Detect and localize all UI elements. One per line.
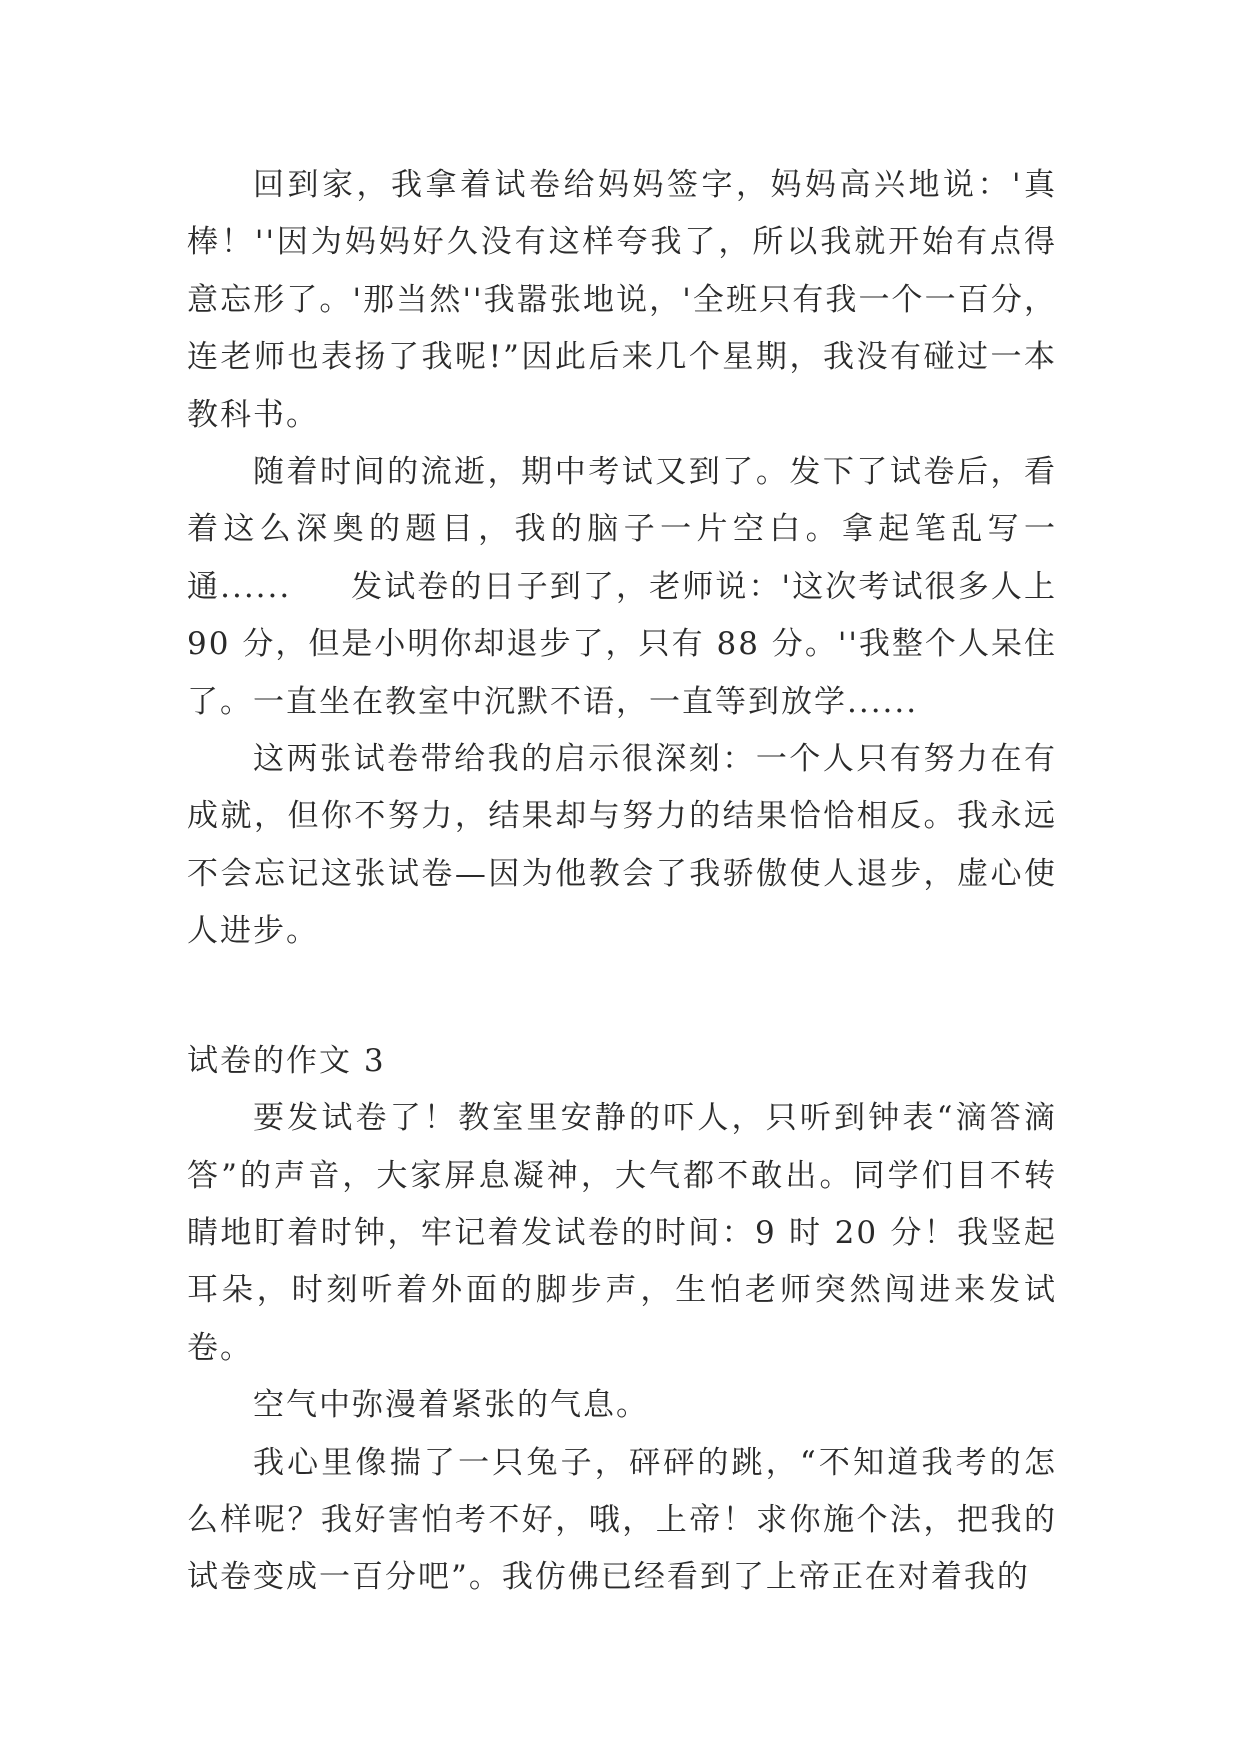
section-spacer <box>187 961 1057 1033</box>
paragraph-heartbeat: 我心里像揣了一只兔子，砰砰的跳，“不知道我考的怎么样呢？我好害怕考不好，哦，上帝！求你施个法，把我的试卷变成一百分吧”。我仿佛已经看到了上帝正在对着我的 <box>187 1444 1057 1596</box>
paragraph-waiting: 要发试卷了！教室里安静的吓人，只听到钟表“滴答滴答”的声音，大家屏息凝神，大气都不敢出。同学们目不转睛地盯着时钟，牢记着发试卷的时间：9 时 20 分！我竖起耳朵，时刻听着外面的脚步声，生怕老师突然闯进来发试卷。 <box>187 1100 1057 1366</box>
paragraph-tension: 空气中弥漫着紧张的气息。 <box>253 1387 649 1424</box>
document-body <box>187 157 1069 1607</box>
paragraph-midterm: 随着时间的流逝，期中考试又到了。发下了试卷后，看着这么深奥的题目，我的脑子一片空白。拿起笔乱写一通...... 发试卷的日子到了，老师说：'这次考试很多人上 90 分，但是小明你却退步了，只有 88 分。''我整个人呆住了。一直坐在教室中沉默不语，一直等到放学...... <box>187 454 1069 720</box>
paragraph-lesson: 这两张试卷带给我的启示很深刻：一个人只有努力在有成就，但你不努力，结果却与努力的结果恰恰相反。我永远不会忘记这张试卷—因为他教会了我骄傲使人退步，虚心使人进步。 <box>187 741 1057 950</box>
paragraph-signing: 回到家，我拿着试卷给妈妈签字，妈妈高兴地说：'真棒！''因为妈妈好久没有这样夸我了，所以我就开始有点得意忘形了。'那当然''我嚣张地说，'全班只有我一个一百分，连老师也表扬了我呢!”因此后来几个星期，我没有碰过一本教科书。 <box>187 167 1057 433</box>
section-title: 试卷的作文 3 <box>187 1042 386 1079</box>
